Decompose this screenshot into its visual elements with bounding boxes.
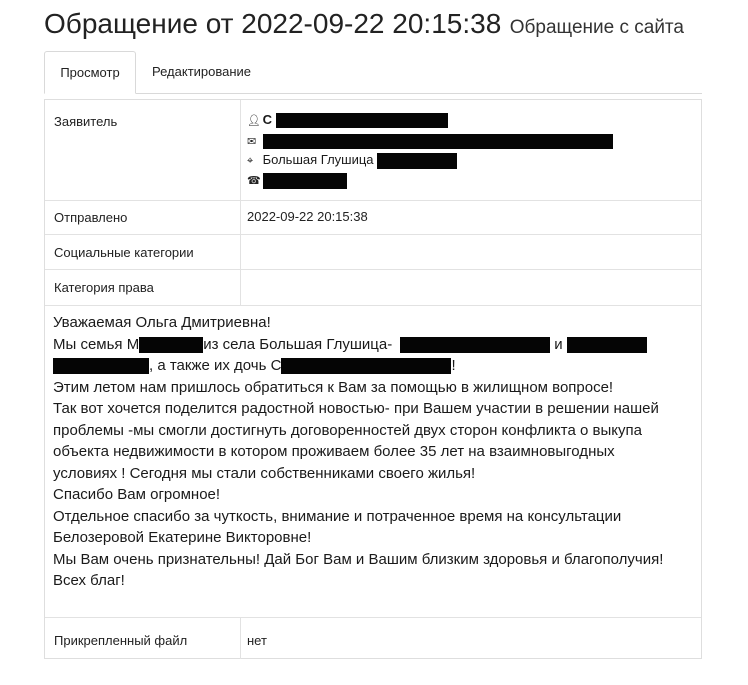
message-text: ! — [451, 357, 456, 374]
applicant-email-line — [247, 133, 613, 149]
law-category-row — [45, 269, 701, 306]
applicant-name-prefix: С — [262, 112, 273, 127]
social-categories-row — [45, 234, 701, 270]
redacted-surname — [139, 337, 203, 353]
user-icon: 👤︎ — [247, 115, 261, 127]
message-line: проблемы -мы смогли достигнуть договоренностей двух сторон конфликта о выкупа — [53, 421, 642, 439]
message-line: Уважаемая Ольга Дмитриевна! — [53, 314, 271, 331]
message-text: , а также их дочь С — [149, 357, 282, 374]
redacted-name — [276, 113, 448, 128]
column-divider — [240, 618, 241, 659]
page-subtitle: Обращение с сайта — [509, 17, 684, 38]
sent-label: Отправлено — [54, 210, 128, 225]
request-message — [53, 312, 693, 592]
applicant-phone-line — [247, 172, 347, 188]
message-line: Всех благ! — [53, 572, 125, 589]
attached-file-row — [45, 617, 701, 659]
redacted-name — [400, 337, 550, 353]
message-line — [53, 355, 693, 377]
tab-view[interactable]: Просмотр — [44, 51, 136, 94]
applicant-name-line — [247, 112, 448, 128]
message-line: объекта недвижимости в котором проживаем более 35 лет на взаимновыгодных — [53, 443, 615, 460]
page-title — [44, 8, 684, 40]
tab-edit[interactable]: Редактирование — [152, 64, 252, 79]
message-line: Спасибо Вам огромное! — [53, 486, 221, 503]
message-text: из села Большая Глушица- — [203, 335, 393, 353]
message-line: Мы Вам очень признательны! Дай Бог Вам и Вашим близким здоровья и благополучия! — [53, 550, 664, 568]
applicant-label: Заявитель — [54, 114, 118, 129]
sent-value: 2022-09-22 20:15:38 — [247, 209, 368, 224]
redacted-email — [263, 134, 613, 149]
social-categories-label: Социальные категории — [54, 245, 194, 260]
redacted-name — [281, 358, 451, 374]
applicant-location: Большая Глушица — [262, 152, 374, 167]
map-marker-icon: ⌖ — [247, 155, 254, 167]
attached-file-label: Прикрепленный файл — [54, 633, 188, 648]
sent-row — [45, 200, 701, 235]
message-line: Отдельное спасибо за чуткость, внимание и потраченное время на консультации — [53, 507, 622, 525]
envelope-icon: ✉ — [247, 136, 257, 148]
message-line: условиях ! Сегодня мы стали собственниками своего жилья! — [53, 464, 476, 482]
request-details-panel — [44, 99, 702, 659]
message-line: Белозеровой Екатерине Викторовне! — [53, 529, 312, 546]
redacted-name — [567, 337, 647, 353]
redacted-name — [53, 358, 149, 374]
redacted-address — [377, 153, 457, 169]
applicant-row — [45, 100, 701, 201]
applicant-location-line — [247, 152, 457, 168]
message-line: Так вот хочется поделится радостной новостью- при Вашем участии в решении нашей — [53, 400, 659, 417]
message-text: и — [554, 335, 563, 353]
tab-bar — [44, 51, 702, 94]
attached-file-value: нет — [247, 633, 267, 648]
phone-icon: ☎ — [247, 175, 261, 187]
redacted-phone — [263, 173, 347, 189]
page-title-main: Обращение от 2022-09-22 20:15:38 — [44, 8, 502, 39]
message-line: Этим летом нам пришлось обратиться к Вам за помощью в жилищном вопросе! — [53, 378, 614, 396]
message-line — [53, 334, 693, 356]
message-text: Мы семья М — [53, 335, 140, 353]
law-category-label: Категория права — [54, 280, 154, 295]
